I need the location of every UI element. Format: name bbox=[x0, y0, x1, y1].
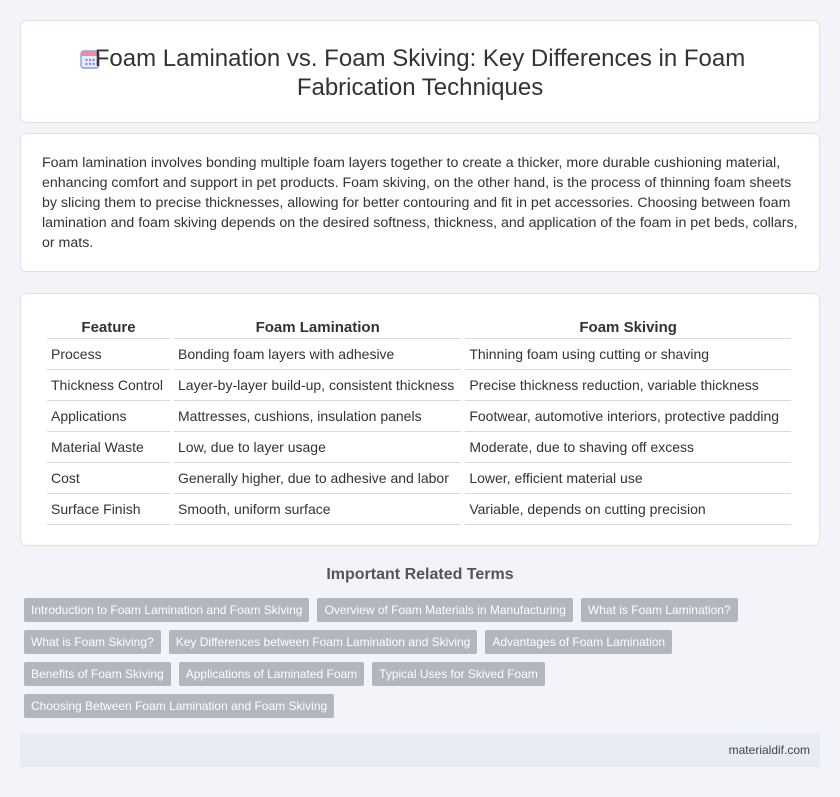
page-title: Foam Lamination vs. Foam Skiving: Key Differences in Foam Fabrication Techniques bbox=[94, 45, 746, 101]
column-header-foam-lamination: Foam Lamination bbox=[174, 316, 461, 339]
footer-site-name: materialdif.com bbox=[728, 743, 810, 757]
table-cell: Layer-by-layer build-up, consistent thickness bbox=[174, 370, 461, 401]
related-term-link[interactable]: Advantages of Foam Lamination bbox=[485, 630, 672, 654]
table-cell: Thickness Control bbox=[47, 370, 170, 401]
table-cell: Applications bbox=[47, 401, 170, 432]
column-header-feature: Feature bbox=[47, 316, 170, 339]
table-cell: Material Waste bbox=[47, 432, 170, 463]
comparison-table-card bbox=[20, 293, 820, 546]
title-card bbox=[20, 20, 820, 123]
related-term-link[interactable]: What is Foam Lamination? bbox=[581, 598, 738, 622]
table-cell: Smooth, uniform surface bbox=[174, 494, 461, 525]
table-cell: Low, due to layer usage bbox=[174, 432, 461, 463]
table-row bbox=[47, 401, 791, 432]
related-terms-heading: Important Related Terms bbox=[326, 566, 514, 583]
table-cell: Cost bbox=[47, 463, 170, 494]
related-term-link[interactable]: What is Foam Skiving? bbox=[24, 630, 161, 654]
related-term-link[interactable]: Typical Uses for Skived Foam bbox=[372, 662, 545, 686]
table-header-row bbox=[47, 316, 791, 339]
table-row bbox=[47, 339, 791, 370]
table-cell: Thinning foam using cutting or shaving bbox=[465, 339, 791, 370]
related-term-link[interactable]: Benefits of Foam Skiving bbox=[24, 662, 171, 686]
related-term-link[interactable]: Choosing Between Foam Lamination and Foam Skiving bbox=[24, 694, 334, 718]
table-cell: Moderate, due to shaving off excess bbox=[465, 432, 791, 463]
table-row bbox=[47, 494, 791, 525]
table-row bbox=[47, 432, 791, 463]
table-cell: Generally higher, due to adhesive and labor bbox=[174, 463, 461, 494]
table-cell: Process bbox=[47, 339, 170, 370]
intro-paragraph: Foam lamination involves bonding multiple foam layers together to create a thicker, more durable cushioning material, enhancing comfort and support in pet products. Foam skiving, on the other hand, is the process of thinning foam sheets by slicing them to precise thicknesses, allowing for better contouring and fit in pet accessories. Choosing between foam lamination and foam skiving depends on the desired softness, thickness, and application of the foam in pet beds, collars, or mats. bbox=[42, 155, 798, 251]
footer bbox=[20, 734, 820, 767]
table-cell: Lower, efficient material use bbox=[465, 463, 791, 494]
related-term-link[interactable]: Key Differences between Foam Lamination and Skiving bbox=[169, 630, 478, 654]
column-header-foam-skiving: Foam Skiving bbox=[465, 316, 791, 339]
table-row bbox=[47, 370, 791, 401]
table-cell: Surface Finish bbox=[47, 494, 170, 525]
table-cell: Bonding foam layers with adhesive bbox=[174, 339, 461, 370]
related-term-link[interactable]: Overview of Foam Materials in Manufacturing bbox=[317, 598, 572, 622]
related-term-link[interactable]: Applications of Laminated Foam bbox=[179, 662, 364, 686]
intro-card bbox=[20, 133, 820, 272]
related-term-link[interactable]: Introduction to Foam Lamination and Foam Skiving bbox=[24, 598, 309, 622]
table-cell: Variable, depends on cutting precision bbox=[465, 494, 791, 525]
table-cell: Mattresses, cushions, insulation panels bbox=[174, 401, 461, 432]
table-cell: Precise thickness reduction, variable thickness bbox=[465, 370, 791, 401]
table-row bbox=[47, 463, 791, 494]
table-cell: Footwear, automotive interiors, protective padding bbox=[465, 401, 791, 432]
related-terms-list bbox=[24, 598, 814, 718]
comparison-table bbox=[43, 316, 795, 525]
